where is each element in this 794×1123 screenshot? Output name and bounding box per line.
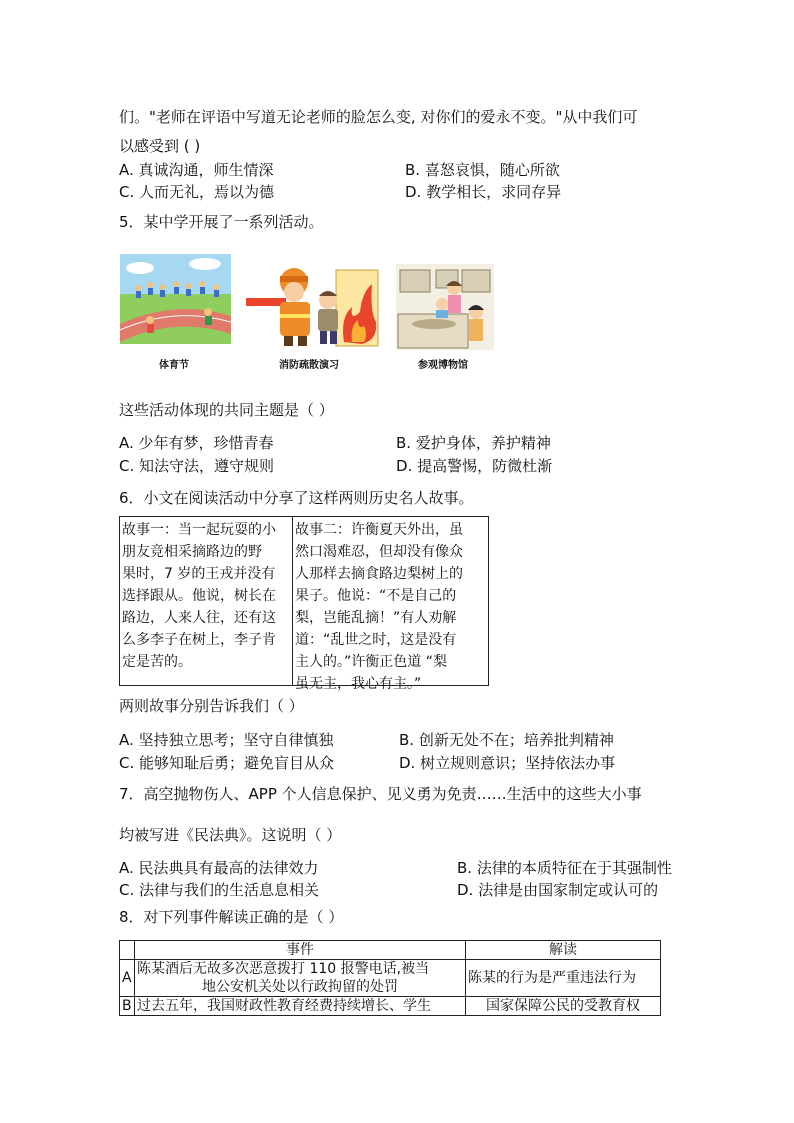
q6-option-b: B. 创新无处不在；培养批判精神 — [399, 731, 614, 749]
q5-option-c: C. 知法守法，遵守规则 — [119, 457, 275, 475]
museum-visit-picture — [396, 264, 494, 350]
event-table — [119, 940, 661, 1016]
caption-sports-festival: 体育节 — [159, 360, 189, 371]
q4-option-c: C. 人而无礼，焉以为德 — [119, 183, 275, 201]
q6-stem: 6．小文在阅读活动中分享了这样两则历史名人故事。 — [119, 489, 474, 507]
q8-stem: 8．对下列事件解读正确的是（ ） — [119, 908, 344, 926]
q4-stem-line2: 以感受到 ( ) — [119, 137, 201, 155]
table-row — [120, 960, 661, 997]
q7-stem-line1: 7．高空抛物伤人、APP 个人信息保护、见义勇为免责……生活中的这些大小事 — [119, 785, 642, 803]
q6-question: 两则故事分别告诉我们（ ） — [119, 697, 304, 715]
row-event-line1: 陈某酒后无故多次恶意拨打 110 报警电话,被当 — [137, 961, 430, 977]
q4-option-a: A. 真诚沟通，师生情深 — [119, 161, 274, 179]
table-corner-cell — [120, 941, 135, 960]
caption-fire-drill: 消防疏散演习 — [279, 360, 339, 371]
row-reading: 国家保障公民的受教育权 — [466, 997, 661, 1016]
row-label: A — [120, 960, 135, 997]
q7-stem-line2: 均被写进《民法典》。这说明（ ） — [119, 826, 342, 844]
q7-option-a: A. 民法典具有最高的法律效力 — [119, 859, 319, 877]
fire-drill-picture — [244, 262, 381, 348]
q5-question: 这些活动体现的共同主题是（ ） — [119, 401, 334, 419]
q6-option-d: D. 树立规则意识；坚持依法办事 — [399, 754, 616, 772]
q7-option-d: D. 法律是由国家制定或认可的 — [457, 881, 659, 899]
row-event: 过去五年，我国财政性教育经费持续增长、学生 — [135, 997, 466, 1016]
story-one: 故事一：当一起玩耍的小 朋友竞相采摘路边的野 果时，7 岁的王戎并没有 选择跟从。他说，树长在 路边，人来人往，还有这 么多李子在树上，李子肯 定是苦的。 — [122, 522, 276, 670]
table-row — [120, 997, 661, 1016]
sports-festival-picture — [120, 254, 231, 344]
q4-option-d: D. 教学相长，求同存异 — [405, 183, 562, 201]
story-table — [119, 516, 489, 692]
q5-option-b: B. 爱护身体，养护精神 — [396, 434, 551, 452]
header-reading: 解读 — [466, 941, 661, 960]
q5-stem: 5．某中学开展了一系列活动。 — [119, 213, 324, 231]
q6-option-c: C. 能够知耻后勇；避免盲目从众 — [119, 754, 335, 772]
story-two: 故事二：许衡夏天外出，虽 然口渴难忍，但却没有像众 人那样去摘食路边梨树上的 果子。他说：“不是自己的 梨，岂能乱摘！”有人劝解 道：“乱世之时，这是没有 主人的。”许衡正色道 “梨 虽无主，我心有主。” — [295, 522, 463, 692]
q4-stem-line1: 们。"老师在评语中写道无论老师的脸怎么变, 对你们的爱永不变。"从中我们可 — [119, 108, 638, 126]
q7-option-b: B. 法律的本质特征在于其强制性 — [457, 859, 672, 877]
row-event — [135, 960, 466, 997]
caption-museum-visit: 参观博物馆 — [418, 360, 468, 371]
table-header-row — [120, 941, 661, 960]
row-event-line2: 地公安机关处以行政拘留的处罚 — [202, 979, 398, 995]
q4-option-b: B. 喜怒哀惧，随心所欲 — [405, 161, 560, 179]
q5-option-a: A. 少年有梦，珍惜青春 — [119, 434, 274, 452]
header-event: 事件 — [135, 941, 466, 960]
row-reading: 陈某的行为是严重违法行为 — [466, 960, 661, 997]
q7-option-c: C. 法律与我们的生活息息相关 — [119, 881, 320, 899]
row-label: B — [120, 997, 135, 1016]
q6-option-a: A. 坚持独立思考；坚守自律慎独 — [119, 731, 334, 749]
story-divider — [292, 517, 293, 685]
q5-option-d: D. 提高警惕，防微杜渐 — [396, 457, 553, 475]
